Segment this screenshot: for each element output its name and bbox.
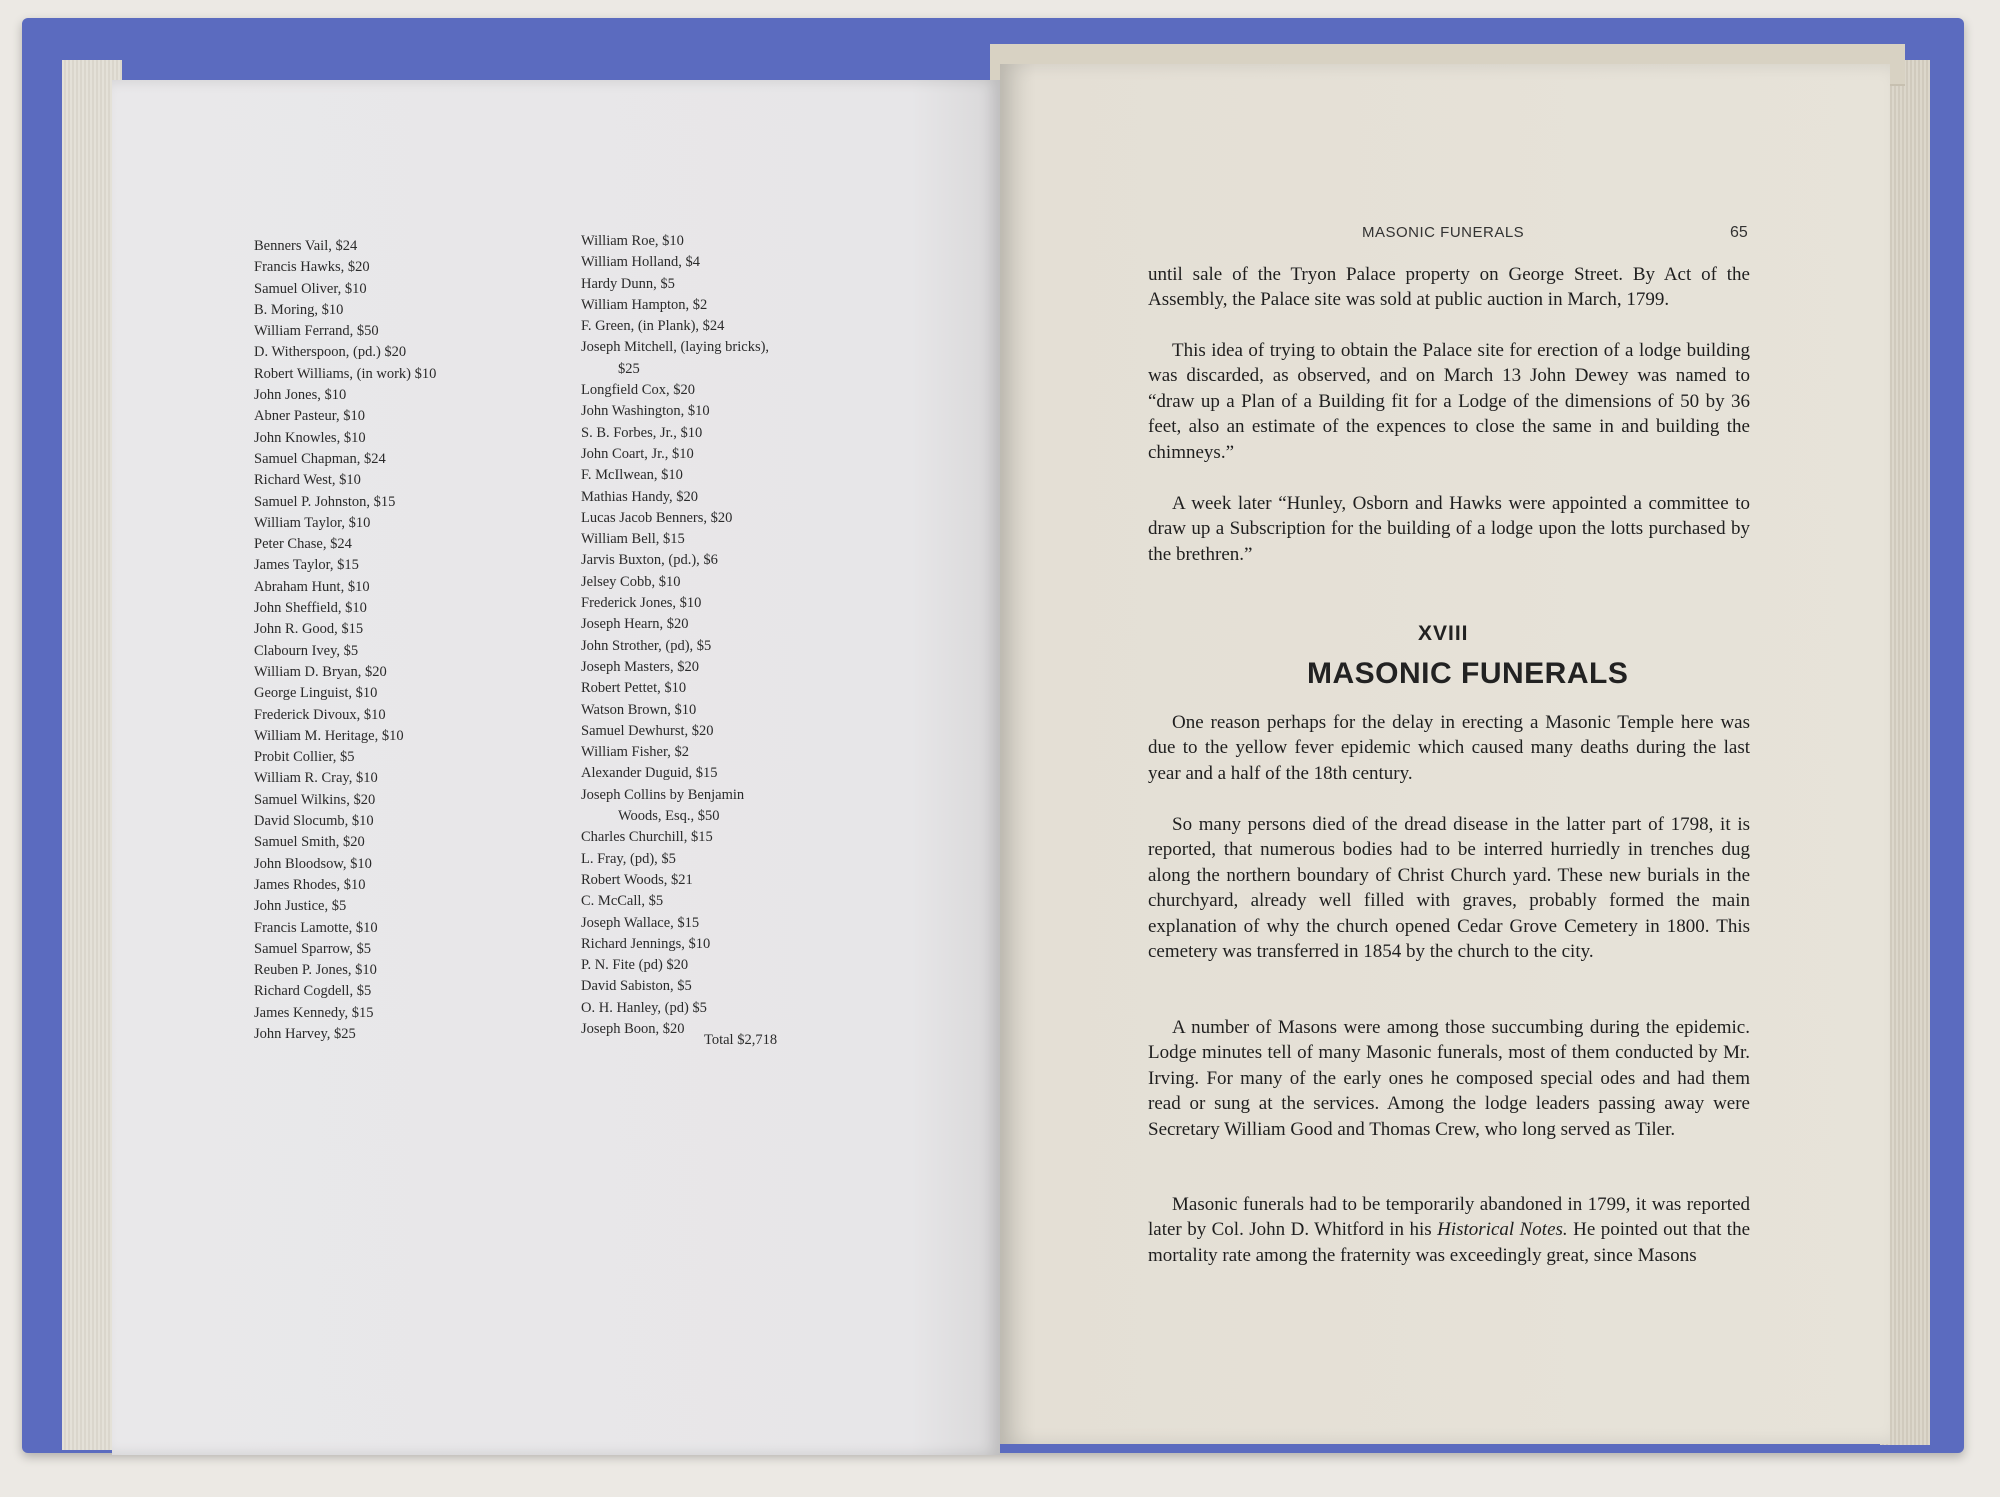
- chapter-title: MASONIC FUNERALS: [1307, 657, 1629, 690]
- donor-entry: John Bloodsow, $10: [254, 855, 372, 872]
- donor-entry: Probit Collier, $5: [254, 749, 355, 766]
- donor-entry: William Hampton, $2: [581, 296, 708, 313]
- donor-entry: Joseph Wallace, $15: [581, 914, 700, 931]
- donor-entry: Robert Pettet, $10: [581, 680, 687, 697]
- donor-entry: O. H. Hanley, (pd) $5: [581, 999, 707, 1016]
- donor-entry: David Slocumb, $10: [254, 813, 374, 830]
- donor-entry: James Rhodes, $10: [254, 876, 366, 893]
- donor-entry: Watson Brown, $10: [581, 701, 697, 718]
- donor-entry: Samuel Chapman, $24: [254, 450, 386, 467]
- donor-entry: William M. Heritage, $10: [254, 727, 404, 744]
- donor-entry: Woods, Esq., $50: [618, 808, 720, 825]
- chapter-number: XVIII: [1418, 622, 1469, 645]
- donor-entry: Jelsey Cobb, $10: [581, 573, 681, 590]
- paragraph-4: One reason perhaps for the delay in erecting a Masonic Temple here was due to the yellow fever epidemic which caused many deaths during the last year and a half of the 18th century.: [1148, 712, 1750, 784]
- donor-entry: Samuel P. Johnston, $15: [254, 493, 396, 510]
- donor-list-column-1: [254, 236, 436, 1045]
- donor-entry: Robert Williams, (in work) $10: [254, 365, 437, 382]
- page-number: 65: [1730, 224, 1748, 241]
- donor-entry: John Sheffield, $10: [254, 600, 367, 617]
- donor-entry: C. McCall, $5: [581, 893, 664, 910]
- paragraph-3: A week later “Hunley, Osborn and Hawks were appointed a committee to draw up a Subscription for the building of a lodge upon the lotts purchased by the brethren.”: [1148, 493, 1750, 565]
- donor-entry: Peter Chase, $24: [254, 536, 352, 553]
- donor-entry: S. B. Forbes, Jr., $10: [581, 424, 703, 441]
- donor-entry: William Holland, $4: [581, 254, 701, 271]
- donor-entry: John R. Good, $15: [254, 621, 364, 638]
- donor-entry: Joseph Masters, $20: [581, 658, 700, 675]
- donation-total: Total $2,718: [704, 1032, 778, 1048]
- paragraph-7-end: He pointed out that the mortality rate among the fraternity was exceedingly great, since Masons: [1148, 1219, 1751, 1266]
- donor-entry: Alexander Duguid, $15: [581, 765, 718, 782]
- donor-entry: D. Witherspoon, (pd.) $20: [254, 344, 407, 361]
- donor-entry: Joseph Boon, $20: [581, 1020, 685, 1037]
- donor-entry: John Justice, $5: [254, 898, 347, 915]
- donor-entry: William R. Cray, $10: [254, 770, 378, 787]
- donor-entry: Jarvis Buxton, (pd.), $6: [581, 552, 718, 569]
- left-page: [112, 80, 1000, 1455]
- donor-entry: Samuel Wilkins, $20: [254, 791, 376, 808]
- book-title-italic: Historical Notes.: [1437, 1219, 1568, 1241]
- donor-entry: Abner Pasteur, $10: [254, 408, 365, 425]
- donor-entry: Samuel Oliver, $10: [254, 280, 367, 297]
- donor-entry: Mathias Handy, $20: [581, 488, 699, 505]
- donor-entry: John Washington, $10: [581, 403, 710, 420]
- donor-entry: John Jones, $10: [254, 387, 347, 404]
- donor-entry: P. N. Fite (pd) $20: [581, 957, 689, 974]
- donor-entry: Samuel Sparrow, $5: [254, 940, 372, 957]
- donor-entry: Clabourn Ivey, $5: [254, 642, 359, 659]
- paragraph-7: [1148, 1192, 1750, 1268]
- donor-entry: John Strother, (pd), $5: [581, 637, 712, 654]
- donor-entry: Robert Woods, $21: [581, 871, 693, 888]
- donor-entry: Richard West, $10: [254, 472, 361, 489]
- donor-entry: Francis Lamotte, $10: [254, 919, 378, 936]
- donor-entry: Benners Vail, $24: [254, 238, 358, 254]
- donor-entry: F. Green, (in Plank), $24: [581, 318, 725, 335]
- paragraph-2: This idea of trying to obtain the Palace site for erection of a lodge building was discarded, as observed, and on March 13 John Dewey was named to “draw up a Plan of a Building fit for a Lodge of the dimensions of 50 by 36 feet, also an estimate of the expences to close the same in and building the chimneys.”: [1148, 340, 1750, 463]
- donor-entry: John Knowles, $10: [254, 429, 366, 446]
- donor-entry: Richard Jennings, $10: [581, 935, 711, 952]
- donor-entry: William Roe, $10: [581, 233, 684, 249]
- paragraph-6: A number of Masons were among those succumbing during the epidemic. Lodge minutes tell of many Masonic funerals, most of them conducted by Mr. Irving. For many of the early ones he composed special odes and had them read or sung at the services. Among the lodge leaders passing away were Secretary William Good and Thomas Crew, who long served as Tiler.: [1148, 1017, 1750, 1140]
- donor-entry: David Sabiston, $5: [581, 978, 692, 995]
- donor-entry: Samuel Smith, $20: [254, 834, 365, 851]
- donor-entry: Joseph Collins by Benjamin: [581, 786, 745, 803]
- donor-entry: F. McIlwean, $10: [581, 467, 683, 484]
- donor-entry: John Coart, Jr., $10: [581, 445, 694, 462]
- donor-entry: Lucas Jacob Benners, $20: [581, 509, 733, 526]
- paragraph-5: So many persons died of the dread disease in the latter part of 1798, it is reported, that numerous bodies had to be interred hurriedly in trenches dug along the northern boundary of Christ Church yard. These new burials in the churchyard, already well filled with graves, probably formed the main explanation of why the church opened Cedar Grove Cemetery in 1800. This cemetery was transferred in 1854 by the church to the city.: [1148, 814, 1750, 963]
- donor-entry: George Linguist, $10: [254, 685, 378, 702]
- donor-list-column-2: [581, 231, 769, 1040]
- donor-entry: B. Moring, $10: [254, 301, 344, 318]
- donor-entry: Francis Hawks, $20: [254, 259, 370, 276]
- donor-entry: Joseph Mitchell, (laying bricks),: [581, 339, 770, 356]
- donor-entry: Longfield Cox, $20: [581, 382, 695, 399]
- donor-entry: William Fisher, $2: [581, 744, 689, 761]
- donor-entry: William Taylor, $10: [254, 514, 371, 531]
- running-head: MASONIC FUNERALS: [1362, 224, 1525, 241]
- donor-entry: William D. Bryan, $20: [254, 663, 387, 680]
- donor-entry: L. Fray, (pd), $5: [581, 850, 676, 867]
- donor-entry: Samuel Dewhurst, $20: [581, 722, 714, 739]
- donor-entry: James Kennedy, $15: [254, 1004, 374, 1021]
- donor-entry: Richard Cogdell, $5: [254, 983, 372, 1000]
- donor-entry: William Bell, $15: [581, 531, 685, 548]
- donor-entry: Charles Churchill, $15: [581, 829, 713, 846]
- donor-entry: Abraham Hunt, $10: [254, 578, 370, 595]
- donor-entry: $25: [618, 360, 640, 377]
- paragraph-7-start: Masonic funerals had to be temporarily abandoned in 1799, it was reported later by Col. John D. Whitford in his: [1148, 1194, 1750, 1241]
- donor-entry: Reuben P. Jones, $10: [254, 962, 377, 979]
- donor-entry: Joseph Hearn, $20: [581, 616, 689, 633]
- donor-entry: John Harvey, $25: [254, 1025, 356, 1042]
- donor-entry: James Taylor, $15: [254, 557, 359, 574]
- donor-entry: William Ferrand, $50: [254, 323, 379, 340]
- donor-entry: Frederick Divoux, $10: [254, 706, 386, 723]
- donor-entry: Frederick Jones, $10: [581, 595, 702, 612]
- donor-entry: Hardy Dunn, $5: [581, 275, 675, 292]
- paragraph-1: until sale of the Tryon Palace property on George Street. By Act of the Assembly, the Palace site was sold at public auction in March, 1799.: [1148, 264, 1750, 311]
